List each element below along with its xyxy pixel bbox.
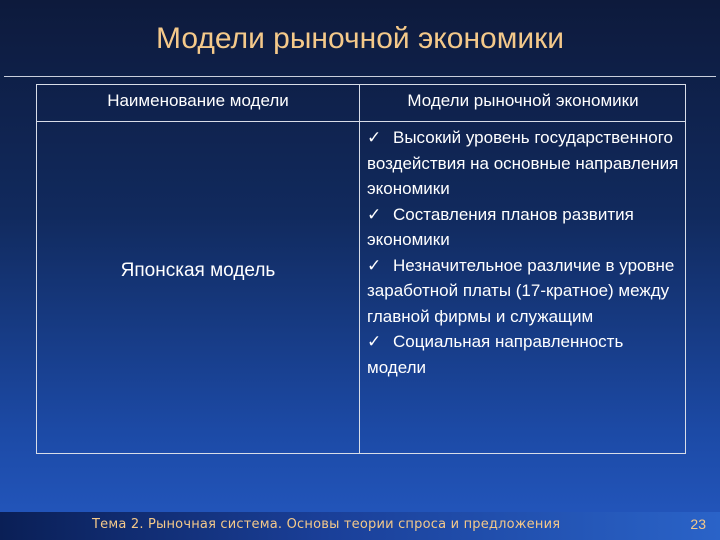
checkmark-icon: ✓ bbox=[367, 255, 382, 275]
checkmark-icon: ✓ bbox=[367, 204, 382, 224]
page-number: 23 bbox=[690, 516, 706, 532]
list-item bbox=[367, 253, 683, 330]
slide-title: Модели рыночной экономики bbox=[156, 22, 564, 55]
table-cell-model: Японская модель bbox=[120, 260, 276, 281]
list-item bbox=[367, 125, 683, 202]
header-market-models: Модели рыночной экономики bbox=[407, 91, 639, 110]
list-item bbox=[367, 202, 683, 253]
title-divider bbox=[4, 76, 716, 77]
table-header-divider bbox=[37, 121, 685, 122]
feature-text: Составления планов развития экономики bbox=[367, 204, 634, 249]
footer-topic: Тема 2. Рыночная система. Основы теории спроса и предложения bbox=[92, 517, 561, 532]
feature-list bbox=[367, 125, 683, 380]
checkmark-icon: ✓ bbox=[367, 128, 382, 147]
feature-text: Социальная направленность модели bbox=[367, 332, 624, 377]
feature-text: Высокий уровень государственного воздействия на основные направления экономики bbox=[367, 128, 679, 198]
checkmark-icon: ✓ bbox=[367, 332, 382, 351]
header-model-name: Наименование модели bbox=[107, 91, 289, 110]
list-item bbox=[367, 329, 683, 380]
models-table bbox=[36, 84, 686, 454]
table-column-divider bbox=[359, 85, 360, 453]
feature-text: Незначительное различие в уровне заработной платы (17-кратное) между главной фирмы и служащим bbox=[367, 255, 675, 326]
